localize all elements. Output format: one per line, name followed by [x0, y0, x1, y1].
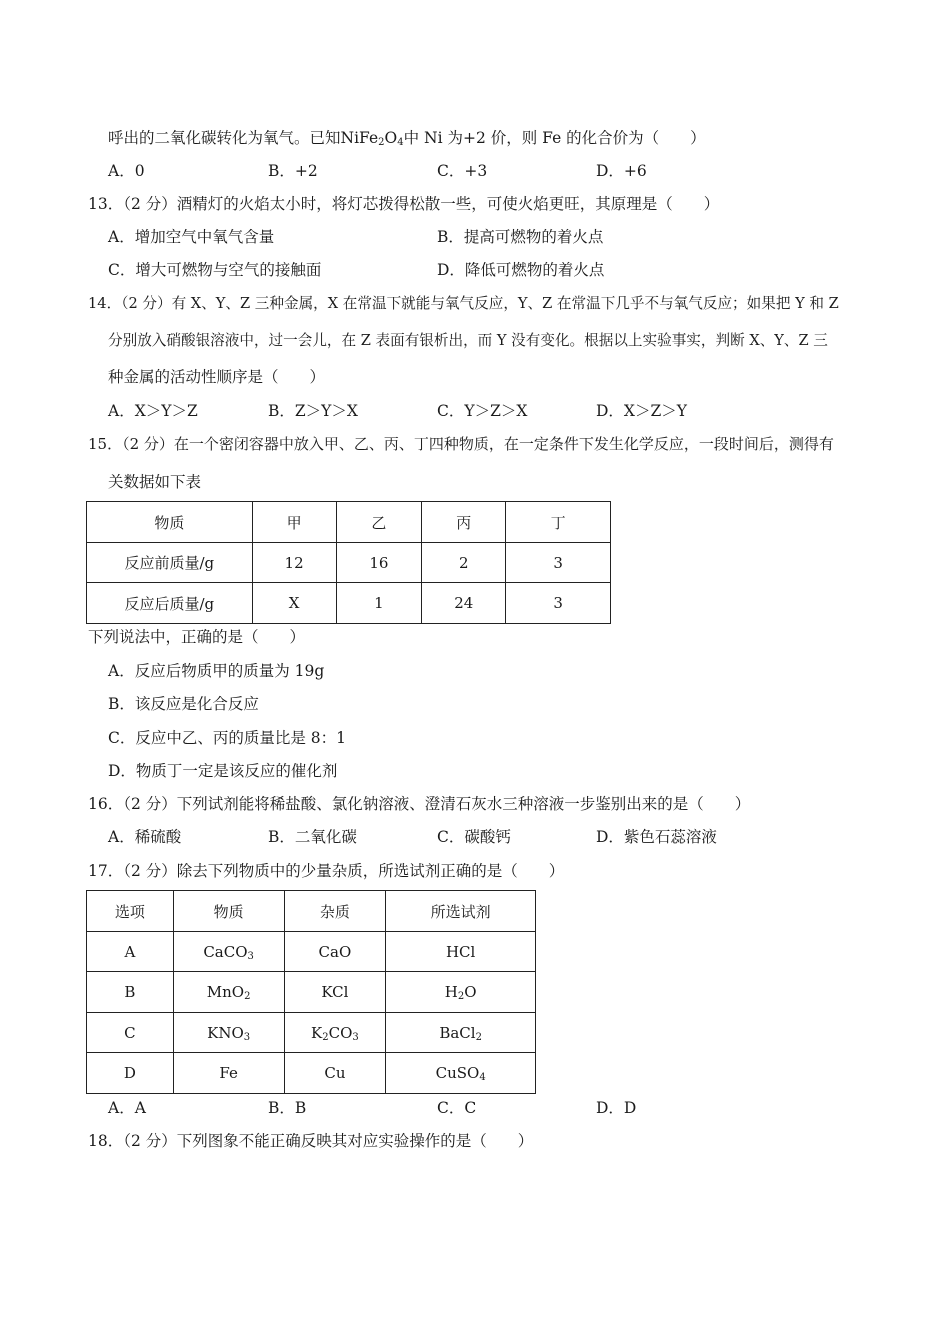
table-cell: 16 — [336, 543, 422, 583]
table-cell: CaO — [284, 932, 386, 972]
q17-stem: 17．（2 分）除去下列物质中的少量杂质，所选试剂正确的是（ ） — [88, 862, 565, 880]
table-header-row — [87, 891, 536, 932]
table-header-cell: 选项 — [87, 891, 174, 932]
table-header-cell: 乙 — [336, 502, 422, 543]
q13-stem: 13．（2 分）酒精灯的火焰太小时，将灯芯拨得松散一些，可使火焰更旺，其原理是（ ） — [88, 195, 720, 213]
q16-option-c: C．碳酸钙 — [437, 828, 511, 846]
q15-option-d: D．物质丁一定是该反应的催化剂 — [108, 762, 338, 780]
q15-option-a: A．反应后物质甲的质量为 19g — [108, 662, 325, 680]
table-row — [87, 972, 536, 1013]
table-cell: 1 — [336, 583, 422, 624]
table-row — [87, 543, 611, 583]
q15-option-c: C．反应中乙、丙的质量比是 8：1 — [108, 729, 347, 747]
q12-option-b: B．+2 — [268, 162, 318, 180]
q18-stem: 18．（2 分）下列图象不能正确反映其对应实验操作的是（ ） — [88, 1132, 534, 1150]
q15-option-b: B．该反应是化合反应 — [108, 695, 259, 713]
table-header-row — [87, 502, 611, 543]
table-cell: 反应后质量/g — [87, 583, 253, 624]
table-header-cell: 所选试剂 — [386, 891, 536, 932]
table-cell: 3 — [506, 583, 611, 624]
table-row — [87, 932, 536, 972]
table-cell: 24 — [422, 583, 506, 624]
table-cell: 2 — [422, 543, 506, 583]
table-header-cell: 物质 — [173, 891, 284, 932]
q17-option-a: A．A — [108, 1099, 146, 1117]
q14-option-c: C．Y＞Z＞X — [437, 402, 528, 420]
q14-option-d: D．X＞Z＞Y — [596, 402, 687, 420]
q14-line-3: 种金属的活动性顺序是（ ） — [108, 368, 326, 386]
q15-data-table — [86, 501, 611, 624]
q12-option-c: C．+3 — [437, 162, 488, 180]
q14-option-a: A．X＞Y＞Z — [108, 402, 198, 420]
table-cell: 12 — [252, 543, 336, 583]
q17-option-c: C．C — [437, 1099, 477, 1117]
table-header-cell: 丁 — [506, 502, 611, 543]
table-cell: MnO$_2$ — [173, 972, 284, 1013]
table-cell: KCl — [284, 972, 386, 1013]
q13-option-b: B．提高可燃物的着火点 — [437, 228, 604, 246]
table-cell: 反应前质量/g — [87, 543, 253, 583]
q15-line-1: 15．（2 分）在一个密闭容器中放入甲、乙、丙、丁四种物质，在一定条件下发生化学反应，一段时间后，测得有 — [88, 435, 834, 453]
q16-stem: 16．（2 分）下列试剂能将稀盐酸、氯化钠溶液、澄清石灰水三种溶液一步鉴别出来的是（ ） — [88, 795, 751, 813]
table-cell: X — [252, 583, 336, 624]
table-header-cell: 丙 — [422, 502, 506, 543]
table-cell: D — [87, 1053, 174, 1094]
q12-continuation: 呼出的二氧化碳转化为氧气。已知$NiFe_2O_4$中 Ni 为+2 价，则 Fe 的化合价为（ ） — [108, 129, 706, 148]
table-header-cell: 物质 — [87, 502, 253, 543]
table-cell: A — [87, 932, 174, 972]
table-cell: $K_2CO_3$ — [284, 1013, 386, 1053]
table-row — [87, 1013, 536, 1053]
table-cell: Fe — [173, 1053, 284, 1094]
q12-option-d: D．+6 — [596, 162, 647, 180]
table-cell: Cu — [284, 1053, 386, 1094]
q14-option-b: B．Z＞Y＞X — [268, 402, 358, 420]
table-cell: CaCO$_3$ — [173, 932, 284, 972]
q14-line-2: 分别放入硝酸银溶液中，过一会儿，在 Z 表面有银析出，而 Y 没有变化。根据以上实验事实，判断 X、Y、Z 三 — [108, 332, 828, 349]
table-cell: $H_2O$ — [386, 972, 536, 1013]
table-row — [87, 1053, 536, 1094]
q13-option-a: A．增加空气中氧气含量 — [108, 228, 275, 246]
table-cell: CuSO$_4$ — [386, 1053, 536, 1094]
q13-option-d: D．降低可燃物的着火点 — [437, 261, 605, 279]
q16-option-b: B．二氧化碳 — [268, 828, 357, 846]
table-header-cell: 杂质 — [284, 891, 386, 932]
q13-option-c: C．增大可燃物与空气的接触面 — [108, 261, 322, 279]
q14-line-1: 14．（2 分）有 X、Y、Z 三种金属，X 在常温下就能与氧气反应，Y、Z 在常温下几乎不与氧气反应；如果把 Y 和 Z — [88, 295, 839, 312]
q16-option-d: D．紫色石蕊溶液 — [596, 828, 717, 846]
table-cell: BaCl$_2$ — [386, 1013, 536, 1053]
table-cell: C — [87, 1013, 174, 1053]
q12-option-a: A．0 — [108, 162, 145, 180]
q17-option-b: B．B — [268, 1099, 307, 1117]
table-cell: $KNO_3$ — [173, 1013, 284, 1053]
q17-option-d: D．D — [596, 1099, 637, 1117]
q16-option-a: A．稀硫酸 — [108, 828, 182, 846]
table-cell: HCl — [386, 932, 536, 972]
table-cell: 3 — [506, 543, 611, 583]
table-cell: B — [87, 972, 174, 1013]
q17-reagent-table — [86, 890, 536, 1094]
table-row — [87, 583, 611, 624]
formula-nife2o4: $NiFe_2O_4$ — [340, 129, 404, 148]
table-header-cell: 甲 — [252, 502, 336, 543]
q15-line-2: 关数据如下表 — [108, 473, 202, 491]
q15-question: 下列说法中，正确的是（ ） — [88, 628, 306, 646]
